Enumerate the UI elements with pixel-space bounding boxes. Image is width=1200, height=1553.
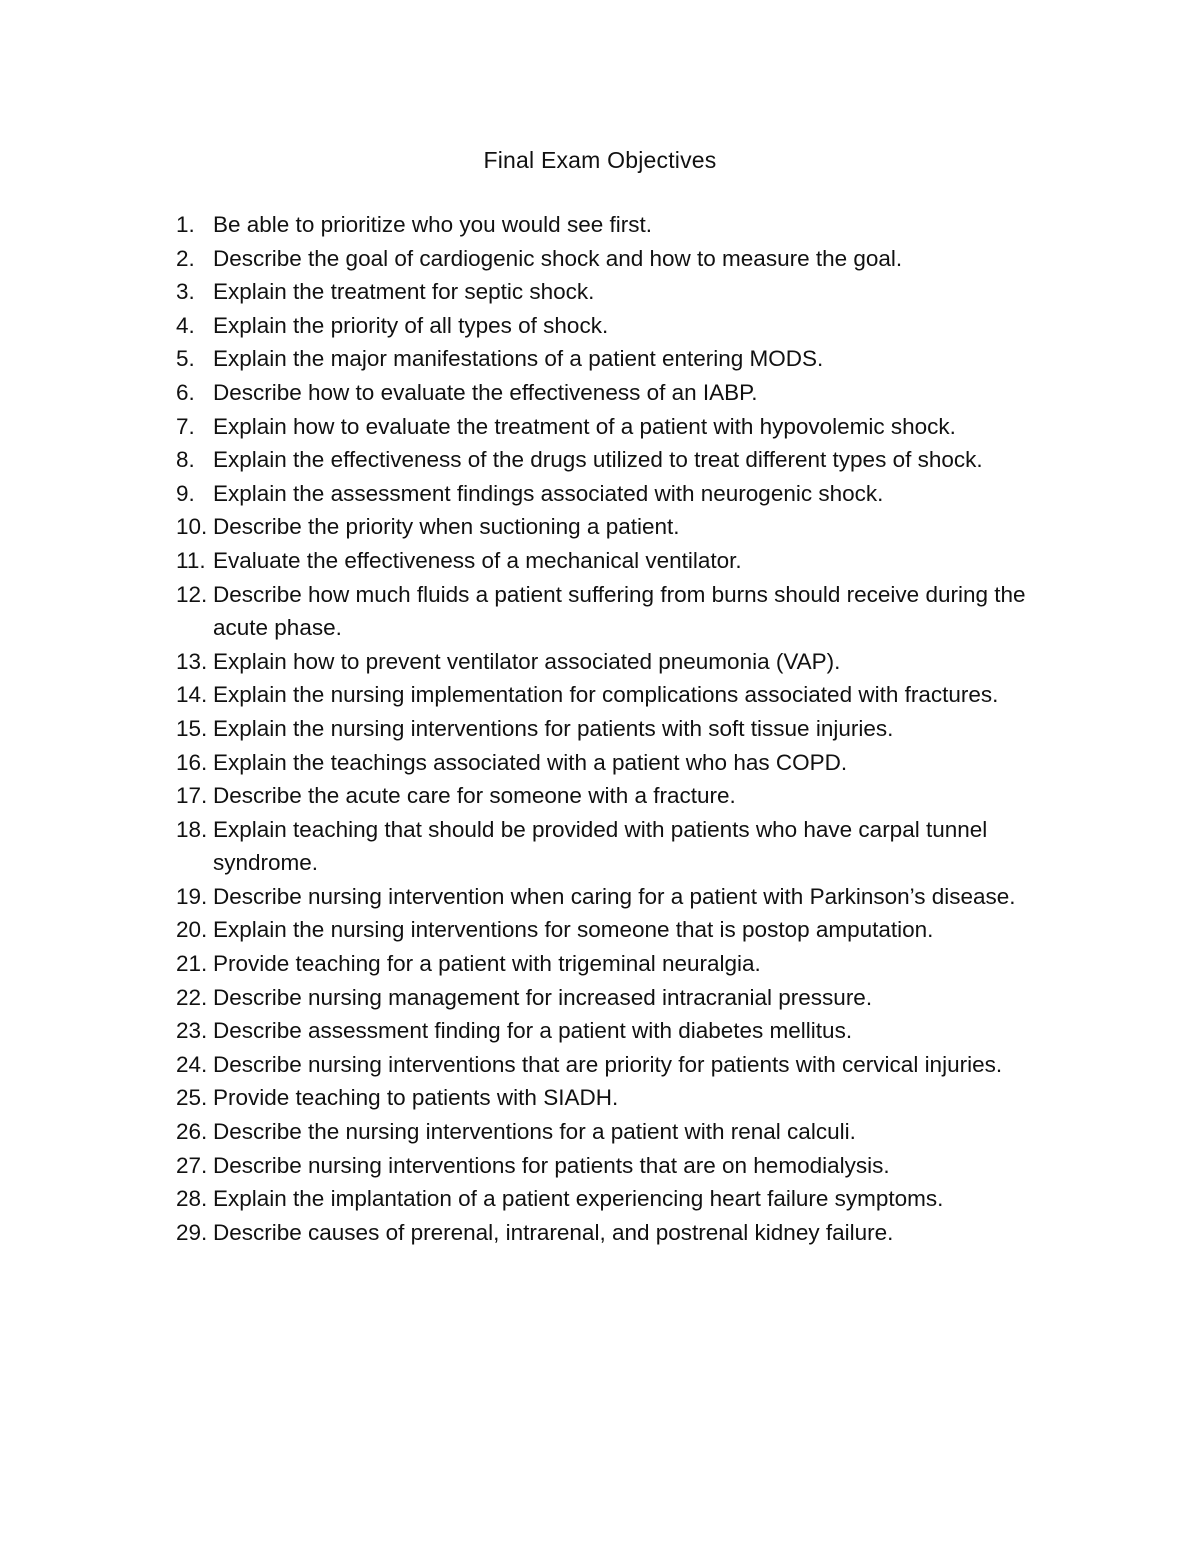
objective-text: Explain the treatment for septic shock. [213,279,595,305]
objective-number: 14. [176,682,208,708]
objective-number: 27. [176,1152,208,1178]
objective-number: 11. [176,547,206,573]
objective-text: Provide teaching for a patient with trigeminal neuralgia. [213,951,761,977]
objective-item [168,376,1068,410]
objective-item [168,1081,1068,1115]
objective-text: Describe the goal of cardiogenic shock and how to measure the goal. [213,245,903,271]
objective-text: Describe causes of prerenal, intrarenal, and postrenal kidney failure. [213,1219,894,1245]
objective-text: Explain the nursing interventions for patients with soft tissue injuries. [213,715,894,741]
objective-text: Explain how to evaluate the treatment of a patient with hypovolemic shock. [213,413,956,439]
objective-number: 20. [176,917,208,943]
objective-item [168,880,1068,914]
objective-item [168,1216,1068,1250]
objective-text: Explain the nursing interventions for someone that is postop amputation. [213,917,934,943]
objective-text: Be able to prioritize who you would see first. [213,212,652,237]
objective-item [168,913,1068,947]
objective-number: 24. [176,1051,208,1077]
objective-item [168,1115,1068,1149]
objective-item [168,947,1068,981]
objective-number: 2. [176,245,195,271]
objective-item [168,578,1068,645]
objective-item [168,309,1068,343]
objective-item [168,1182,1068,1216]
objective-item [168,1149,1068,1183]
objective-item [168,477,1068,511]
objective-text: Provide teaching to patients with SIADH. [213,1085,619,1111]
objective-number: 5. [176,346,195,372]
objective-number: 19. [176,883,208,909]
objective-text: Describe nursing intervention when caring for a patient with Parkinson’s disease. [213,883,1016,909]
objective-item [168,1048,1068,1082]
objective-text: Explain the major manifestations of a patient entering MODS. [213,346,824,372]
objective-number: 28. [176,1186,208,1212]
objective-item [168,342,1068,376]
objective-number: 12. [176,581,208,607]
objective-text: Explain the teachings associated with a patient who has COPD. [213,749,848,775]
objective-item [168,678,1068,712]
objective-number: 10. [176,514,208,540]
document-title: Final Exam Objectives [483,147,717,173]
objective-item [168,208,1068,242]
objective-item [168,645,1068,679]
objective-text: Evaluate the effectiveness of a mechanical ventilator. [213,547,742,573]
objective-text: Describe nursing interventions that are priority for patients with cervical injuries. [213,1051,1003,1077]
objective-number: 18. [176,816,208,842]
objective-number: 23. [176,1018,208,1044]
objective-item [168,275,1068,309]
objective-text: Explain the assessment findings associated with neurogenic shock. [213,480,884,506]
objective-number: 4. [176,312,195,338]
objective-item [168,779,1068,813]
objective-number: 8. [176,447,195,473]
objective-number: 1. [176,212,195,237]
objective-number: 6. [176,379,195,405]
objective-text: Describe how much fluids a patient suffering from burns should receive during the acute phase. [213,581,1026,641]
objective-number: 16. [176,749,208,775]
objective-text: Describe nursing interventions for patients that are on hemodialysis. [213,1152,890,1178]
objective-number: 26. [176,1119,208,1145]
objectives-list [168,208,1068,1249]
objective-number: 7. [176,413,195,439]
objective-number: 9. [176,480,195,506]
objective-number: 22. [176,984,208,1010]
objective-number: 29. [176,1219,208,1245]
objective-item [168,746,1068,780]
objective-item [168,242,1068,276]
objective-number: 21. [176,951,208,977]
objective-text: Explain the nursing implementation for complications associated with fractures. [213,682,999,708]
objective-item [168,443,1068,477]
objective-number: 3. [176,279,195,305]
objective-number: 15. [176,715,208,741]
objective-item [168,1014,1068,1048]
objective-number: 17. [176,783,208,809]
objective-text: Explain the implantation of a patient experiencing heart failure symptoms. [213,1186,944,1212]
objective-text: Describe nursing management for increased intracranial pressure. [213,984,873,1010]
objective-item [168,544,1068,578]
objective-item [168,510,1068,544]
objective-text: Explain the effectiveness of the drugs utilized to treat different types of shock. [213,447,983,473]
objective-text: Explain teaching that should be provided with patients who have carpal tunnel syndrome. [213,816,988,876]
objective-text: Describe the acute care for someone with a fracture. [213,783,736,809]
objective-item [168,712,1068,746]
objective-item [168,981,1068,1015]
objective-number: 13. [176,648,208,674]
objective-text: Describe the priority when suctioning a patient. [213,514,680,540]
objective-text: Describe the nursing interventions for a patient with renal calculi. [213,1119,856,1145]
objective-number: 25. [176,1085,208,1111]
objective-text: Describe how to evaluate the effectiveness of an IABP. [213,379,758,405]
objective-item [168,813,1068,880]
objective-text: Describe assessment finding for a patient with diabetes mellitus. [213,1018,853,1044]
objective-item [168,410,1068,444]
objective-text: Explain the priority of all types of shock. [213,312,609,338]
objective-text: Explain how to prevent ventilator associated pneumonia (VAP). [213,648,841,674]
